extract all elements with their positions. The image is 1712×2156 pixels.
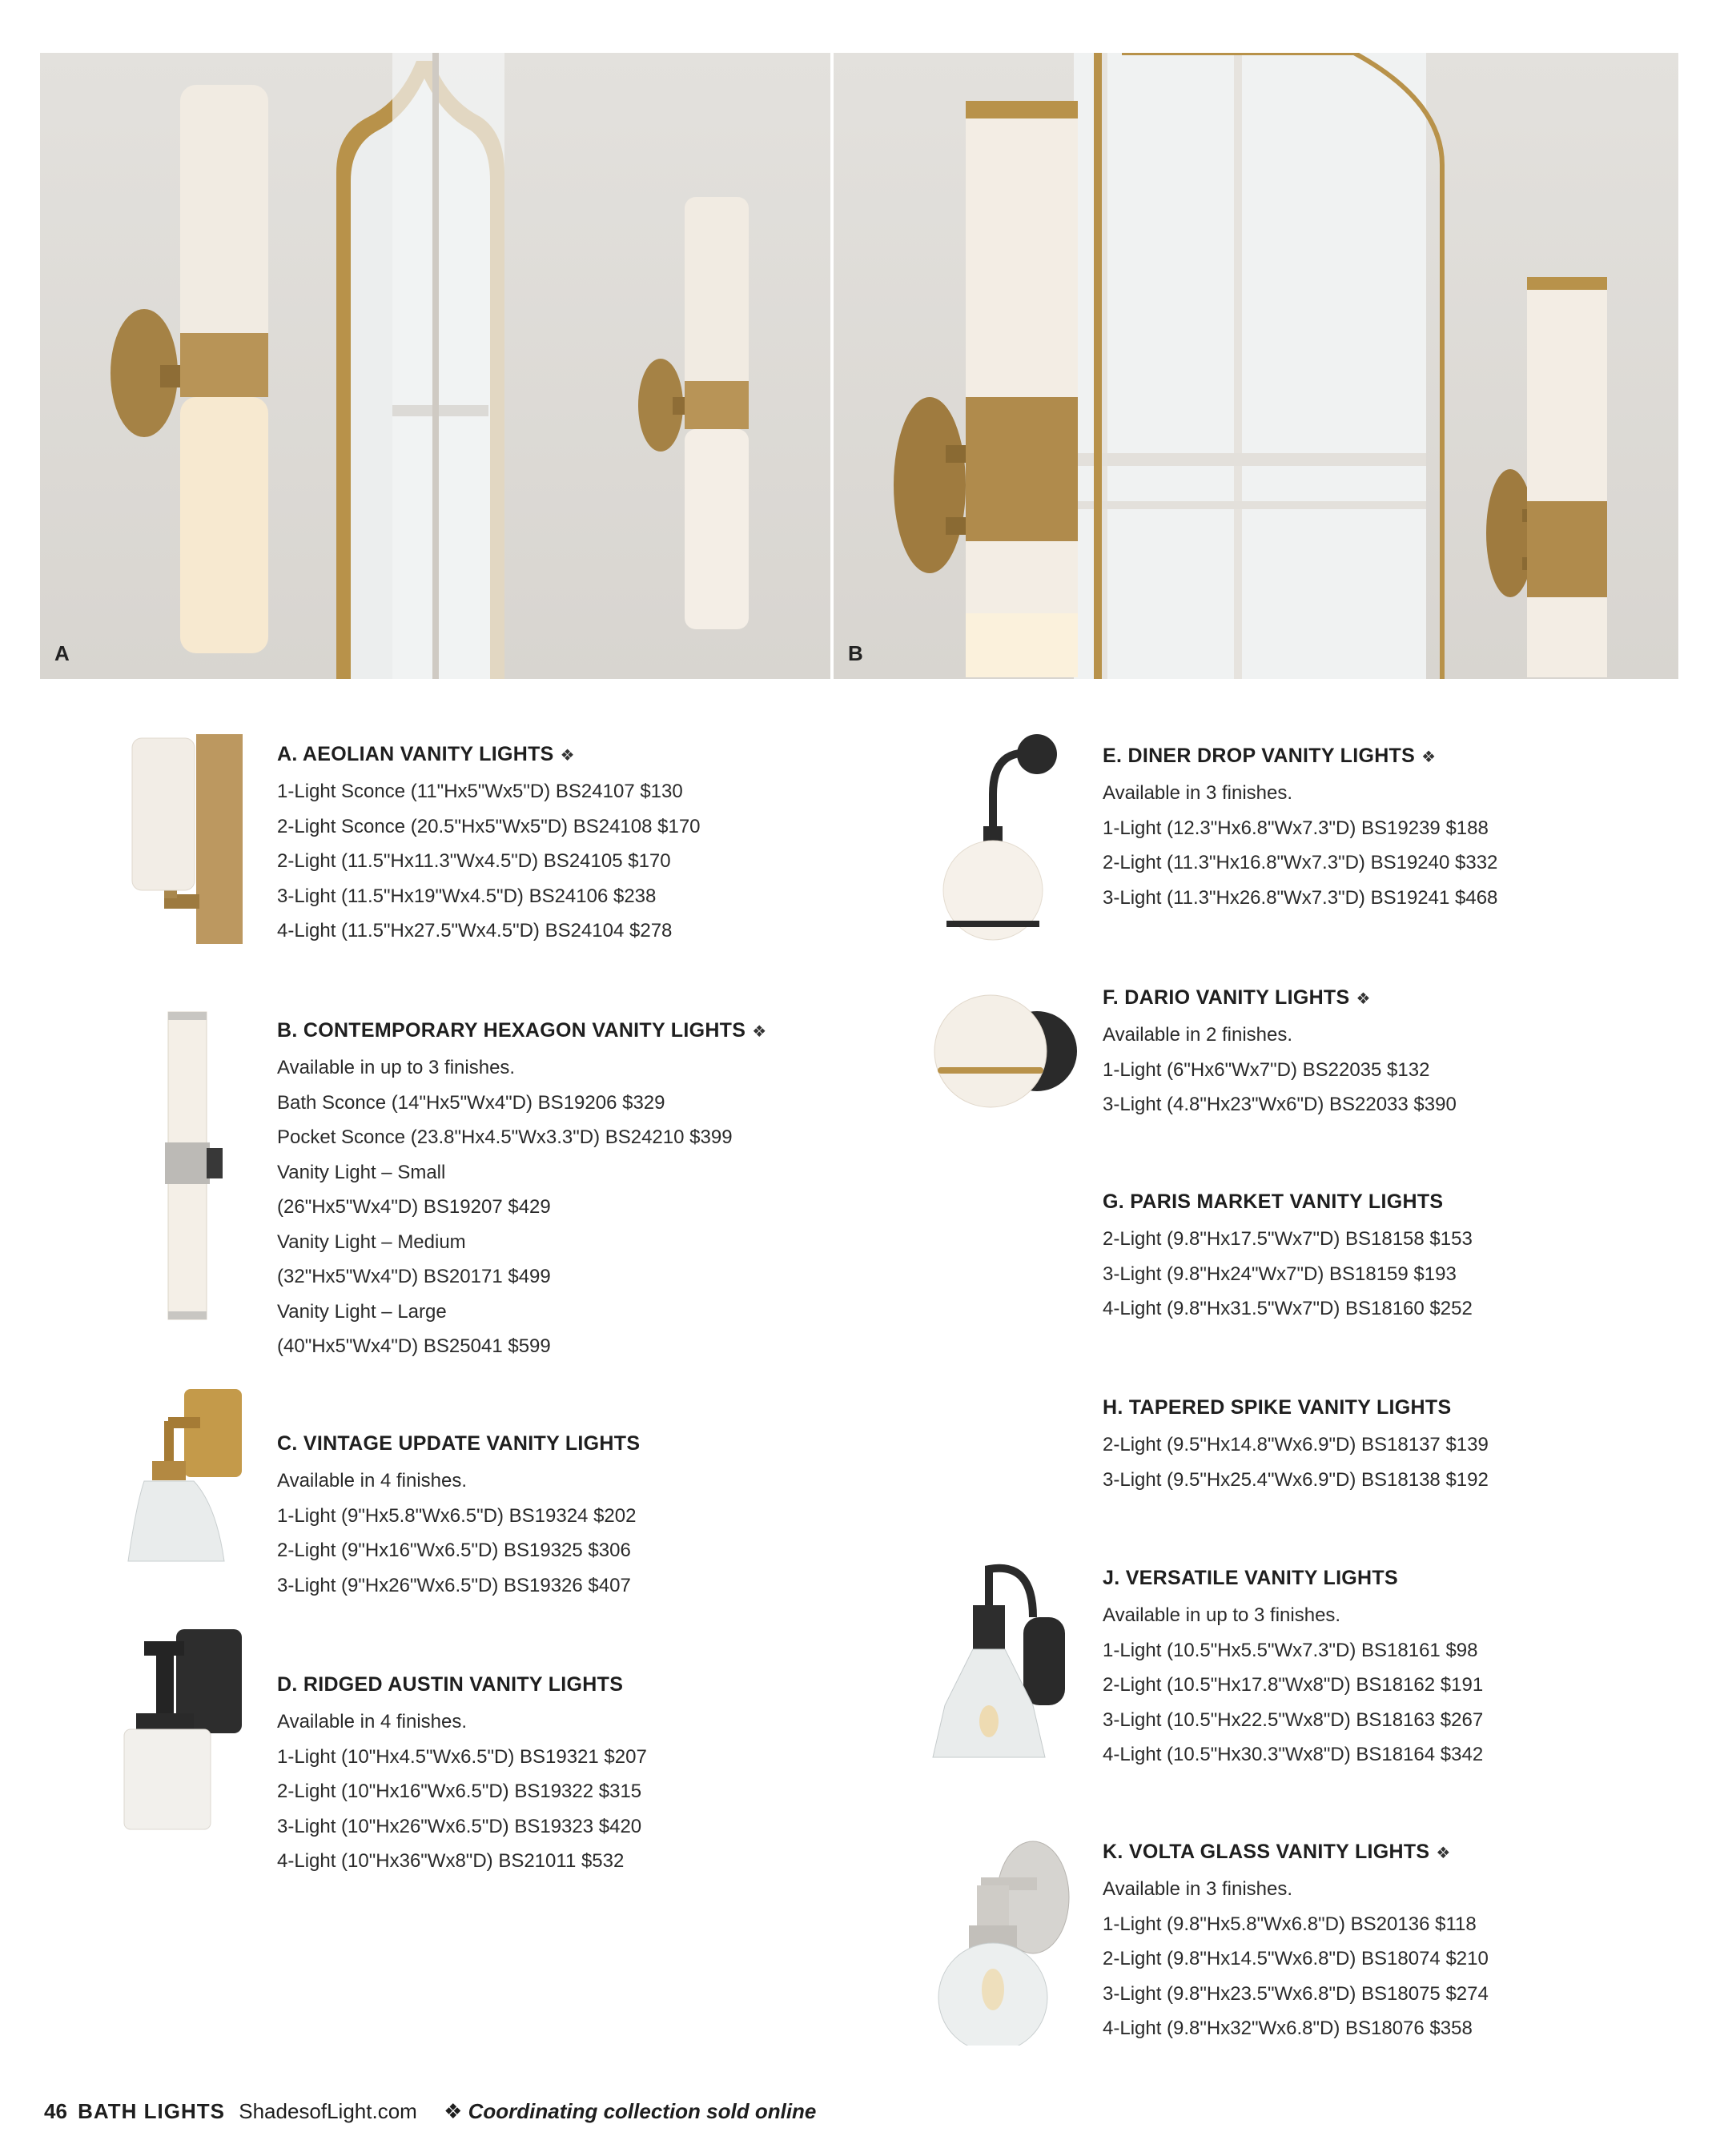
product-line: 3-Light (10.5"Hx22.5"Wx8"D) BS18163 $267 bbox=[1103, 1708, 1484, 1731]
versatile-image bbox=[929, 1561, 1073, 1765]
diner-drop-image bbox=[937, 730, 1065, 950]
product-line: 1-Light (9.8"Hx5.8"Wx6.8"D) BS20136 $118 bbox=[1103, 1913, 1477, 1935]
product-line: 1-Light (9"Hx5.8"Wx6.5"D) BS19324 $202 bbox=[277, 1504, 637, 1527]
dario-image bbox=[933, 991, 1077, 1115]
coordinating-icon: ❖ bbox=[752, 1023, 767, 1041]
product-line: 3-Light (9.5"Hx25.4"Wx6.9"D) BS18138 $192 bbox=[1103, 1468, 1489, 1491]
product-line: 2-Light (9.8"Hx17.5"Wx7"D) BS18158 $153 bbox=[1103, 1228, 1473, 1250]
product-line: 1-Light (6"Hx6"Wx7"D) BS22035 $132 bbox=[1103, 1058, 1430, 1081]
product-line: 2-Light (9"Hx16"Wx6.5"D) BS19325 $306 bbox=[277, 1540, 631, 1561]
product-diner-drop bbox=[1103, 745, 1497, 915]
product-volta-glass bbox=[1103, 1841, 1489, 2046]
coordinating-icon: ❖ bbox=[1421, 749, 1437, 766]
product-line: Bath Sconce (14"Hx5"Wx4"D) BS19206 $329 bbox=[277, 1091, 665, 1114]
product-line: (32"Hx5"Wx4"D) BS20171 $499 bbox=[277, 1266, 551, 1287]
product-line: Vanity Light – Large bbox=[277, 1300, 447, 1323]
product-line: Vanity Light – Small bbox=[277, 1161, 446, 1183]
product-line: 4-Light (9.8"Hx31.5"Wx7"D) BS18160 $252 bbox=[1103, 1298, 1473, 1319]
product-aeolian-title: A. AEOLIAN VANITY LIGHTS ❖ bbox=[277, 743, 575, 765]
product-line: 2-Light (10"Hx16"Wx6.5"D) BS19322 $315 bbox=[277, 1781, 642, 1802]
product-line: 2-Light (9.8"Hx14.5"Wx6.8"D) BS18074 $210 bbox=[1103, 1948, 1489, 1969]
product-line: 2-Light (10.5"Hx17.8"Wx8"D) BS18162 $191 bbox=[1103, 1674, 1484, 1696]
product-line: 2-Light Sconce (20.5"Hx5"Wx5"D) BS24108 $170 bbox=[277, 815, 701, 837]
product-ridged-austin bbox=[277, 1673, 647, 1879]
section-name: BATH LIGHTS bbox=[78, 2099, 225, 2123]
product-versatile bbox=[1103, 1567, 1483, 1773]
product-line: 1-Light (12.3"Hx6.8"Wx7.3"D) BS19239 $188 bbox=[1103, 817, 1489, 839]
product-line: 3-Light (11.5"Hx19"Wx4.5"D) BS24106 $238 bbox=[277, 885, 657, 907]
vintage-update-image bbox=[120, 1385, 248, 1573]
product-volta-glass-title: K. VOLTA GLASS VANITY LIGHTS ❖ bbox=[1103, 1841, 1451, 1863]
product-line: 3-Light (11.3"Hx26.8"Wx7.3"D) BS19241 $468 bbox=[1103, 886, 1498, 909]
photo-b-scene bbox=[834, 53, 1678, 679]
photo-a bbox=[40, 53, 830, 679]
product-ridged-austin-title: D. RIDGED AUSTIN VANITY LIGHTS bbox=[277, 1673, 624, 1696]
product-paris-market bbox=[1103, 1190, 1473, 1327]
product-line: (26"Hx5"Wx4"D) BS19207 $429 bbox=[277, 1196, 551, 1218]
product-line: 3-Light (9"Hx26"Wx6.5"D) BS19326 $407 bbox=[277, 1574, 631, 1596]
product-diner-drop-title: E. DINER DROP VANITY LIGHTS ❖ bbox=[1103, 745, 1437, 767]
product-line: (40"Hx5"Wx4"D) BS25041 $599 bbox=[277, 1335, 551, 1357]
product-line: 4-Light (9.8"Hx32"Wx6.8"D) BS18076 $358 bbox=[1103, 2017, 1473, 2039]
product-line: 1-Light (10.5"Hx5.5"Wx7.3"D) BS18161 $98 bbox=[1103, 1639, 1478, 1661]
product-tapered-spike bbox=[1103, 1396, 1489, 1497]
coordinating-icon: ❖ bbox=[560, 747, 575, 765]
product-line: Pocket Sconce (23.8"Hx4.5"Wx3.3"D) BS24210 $399 bbox=[277, 1126, 733, 1148]
product-line: Vanity Light – Medium bbox=[277, 1231, 466, 1253]
photo-b bbox=[834, 53, 1678, 679]
product-dario bbox=[1103, 986, 1457, 1122]
product-line: 2-Light (11.3"Hx16.8"Wx7.3"D) BS19240 $332 bbox=[1103, 852, 1498, 873]
product-line: Available in 4 finishes. bbox=[277, 1711, 468, 1732]
product-line: 3-Light (10"Hx26"Wx6.5"D) BS19323 $420 bbox=[277, 1815, 642, 1837]
website-link[interactable]: ShadesofLight.com bbox=[239, 2099, 417, 2123]
product-line: Available in up to 3 finishes. bbox=[1103, 1604, 1341, 1626]
coordinating-icon: ❖ bbox=[1356, 990, 1371, 1008]
page-footer bbox=[44, 2099, 816, 2124]
photo-a-scene bbox=[40, 53, 830, 679]
product-line: 4-Light (11.5"Hx27.5"Wx4.5"D) BS24104 $278 bbox=[277, 920, 673, 941]
product-tapered-spike-title: H. TAPERED SPIKE VANITY LIGHTS bbox=[1103, 1396, 1452, 1419]
product-paris-market-title: G. PARIS MARKET VANITY LIGHTS bbox=[1103, 1190, 1444, 1213]
product-line: Available in 3 finishes. bbox=[1103, 782, 1293, 804]
footer-note-text: Coordinating collection sold online bbox=[468, 2099, 817, 2123]
page-number: 46 bbox=[44, 2099, 67, 2123]
aeolian-sconce-image bbox=[128, 730, 248, 950]
product-line: Available in 2 finishes. bbox=[1103, 1024, 1293, 1046]
volta-glass-image bbox=[933, 1837, 1077, 2050]
product-line: Available in 4 finishes. bbox=[277, 1470, 468, 1492]
product-line: 1-Light Sconce (11"Hx5"Wx5"D) BS24107 $130 bbox=[277, 781, 683, 802]
coordinating-icon: ❖ bbox=[444, 2099, 463, 2123]
product-contemporary-hexagon bbox=[277, 1019, 766, 1364]
ridged-austin-image bbox=[120, 1625, 248, 1837]
product-line: 4-Light (10.5"Hx30.3"Wx8"D) BS18164 $342 bbox=[1103, 1744, 1484, 1765]
product-vintage-update-title: C. VINTAGE UPDATE VANITY LIGHTS bbox=[277, 1432, 641, 1455]
photo-b-label: B bbox=[848, 641, 863, 665]
product-line: 3-Light (4.8"Hx23"Wx6"D) BS22033 $390 bbox=[1103, 1094, 1457, 1115]
footer-note bbox=[444, 2099, 816, 2123]
product-line: 3-Light (9.8"Hx23.5"Wx6.8"D) BS18075 $274 bbox=[1103, 1982, 1489, 2005]
product-line: 2-Light (9.5"Hx14.8"Wx6.9"D) BS18137 $139 bbox=[1103, 1434, 1489, 1455]
hexagon-vanity-image bbox=[160, 1010, 224, 1327]
photo-a-label: A bbox=[54, 641, 70, 665]
product-line: Available in 3 finishes. bbox=[1103, 1878, 1293, 1900]
coordinating-icon: ❖ bbox=[1436, 1845, 1451, 1862]
product-aeolian bbox=[277, 743, 701, 949]
product-versatile-title: J. VERSATILE VANITY LIGHTS bbox=[1103, 1567, 1398, 1589]
product-vintage-update bbox=[277, 1432, 640, 1603]
product-line: 2-Light (11.5"Hx11.3"Wx4.5"D) BS24105 $170 bbox=[277, 850, 671, 872]
product-line: 4-Light (10"Hx36"Wx8"D) BS21011 $532 bbox=[277, 1850, 625, 1872]
product-contemporary-hexagon-title: B. CONTEMPORARY HEXAGON VANITY LIGHTS ❖ bbox=[277, 1019, 767, 1042]
product-line: Available in up to 3 finishes. bbox=[277, 1057, 516, 1078]
product-dario-title: F. DARIO VANITY LIGHTS ❖ bbox=[1103, 986, 1371, 1009]
product-line: 1-Light (10"Hx4.5"Wx6.5"D) BS19321 $207 bbox=[277, 1745, 647, 1768]
product-line: 3-Light (9.8"Hx24"Wx7"D) BS18159 $193 bbox=[1103, 1263, 1457, 1285]
